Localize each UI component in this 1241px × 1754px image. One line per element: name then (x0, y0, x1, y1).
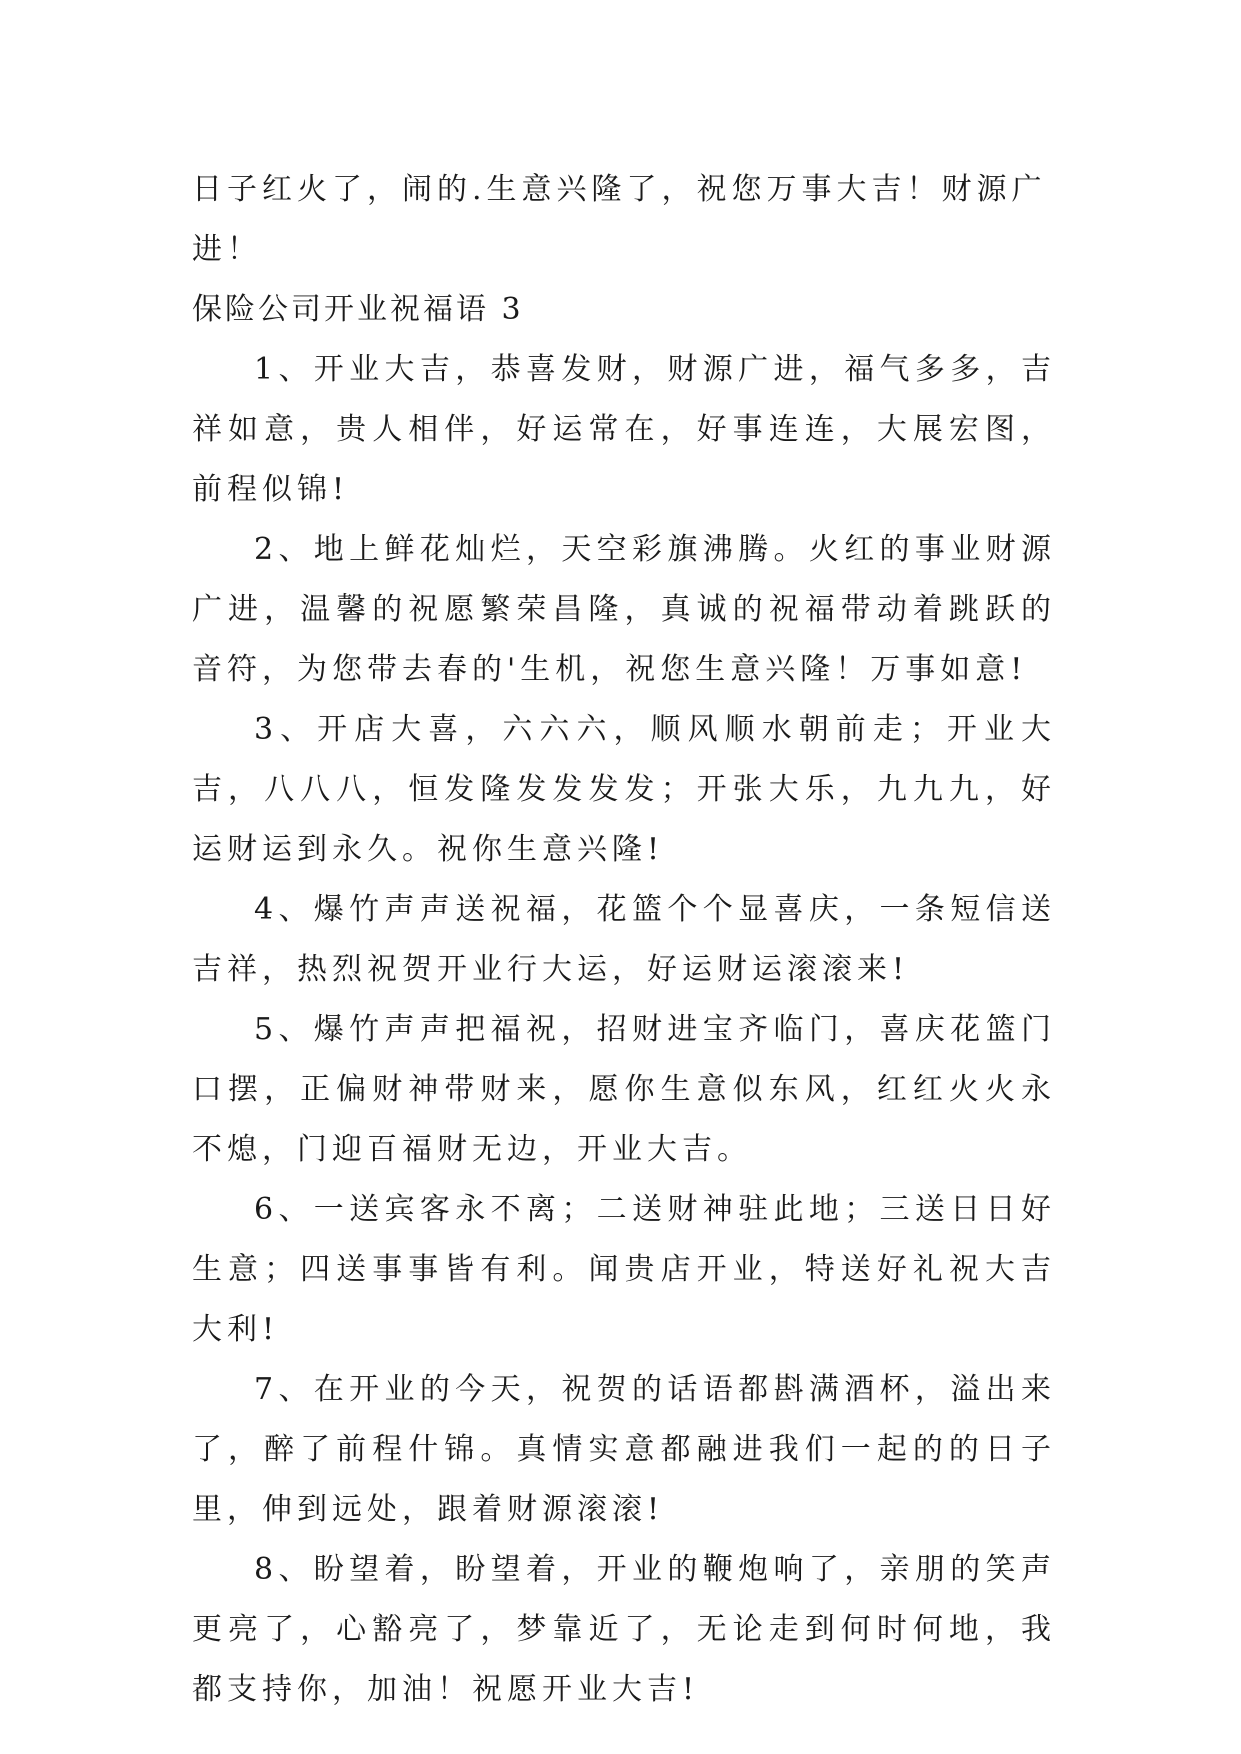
paragraph-6: 6、一送宾客永不离；二送财神驻此地；三送日日好生意；四送事事皆有利。闻贵店开业，特送好礼祝大吉大利! (192, 1192, 1056, 1347)
section-title: 保险公司开业祝福语 3 (192, 292, 524, 327)
document-page (192, 160, 1056, 1720)
paragraph-5: 5、爆竹声声把福祝，招财进宝齐临门，喜庆花篮门口摆，正偏财神带财来，愿你生意似东风，红红火火永不熄，门迎百福财无边，开业大吉。 (192, 1012, 1056, 1167)
paragraph-1: 1、开业大吉，恭喜发财，财源广进，福气多多，吉祥如意，贵人相伴，好运常在，好事连连，大展宏图，前程似锦! (192, 352, 1056, 507)
paragraph-4: 4、爆竹声声送祝福，花篮个个显喜庆，一条短信送吉祥，热烈祝贺开业行大运，好运财运滚滚来! (192, 892, 1056, 987)
paragraph-8: 8、盼望着，盼望着，开业的鞭炮响了，亲朋的笑声更亮了，心豁亮了，梦靠近了，无论走到何时何地，我都支持你，加油！祝愿开业大吉! (192, 1552, 1056, 1707)
intro-line: 日子红火了，闹的.生意兴隆了，祝您万事大吉！财源广进！ (192, 172, 1047, 267)
paragraph-3: 3、开店大喜，六六六，顺风顺水朝前走；开业大吉，八八八，恒发隆发发发发；开张大乐，九九九，好运财运到永久。祝你生意兴隆! (192, 712, 1056, 867)
paragraph-2: 2、地上鲜花灿烂，天空彩旗沸腾。火红的事业财源广进，温馨的祝愿繁荣昌隆，真诚的祝福带动着跳跃的音符，为您带去春的'生机，祝您生意兴隆！万事如意! (192, 532, 1056, 687)
paragraph-7: 7、在开业的今天，祝贺的话语都斟满酒杯，溢出来了，醉了前程什锦。真情实意都融进我们一起的的日子里，伸到远处，跟着财源滚滚! (192, 1372, 1056, 1527)
